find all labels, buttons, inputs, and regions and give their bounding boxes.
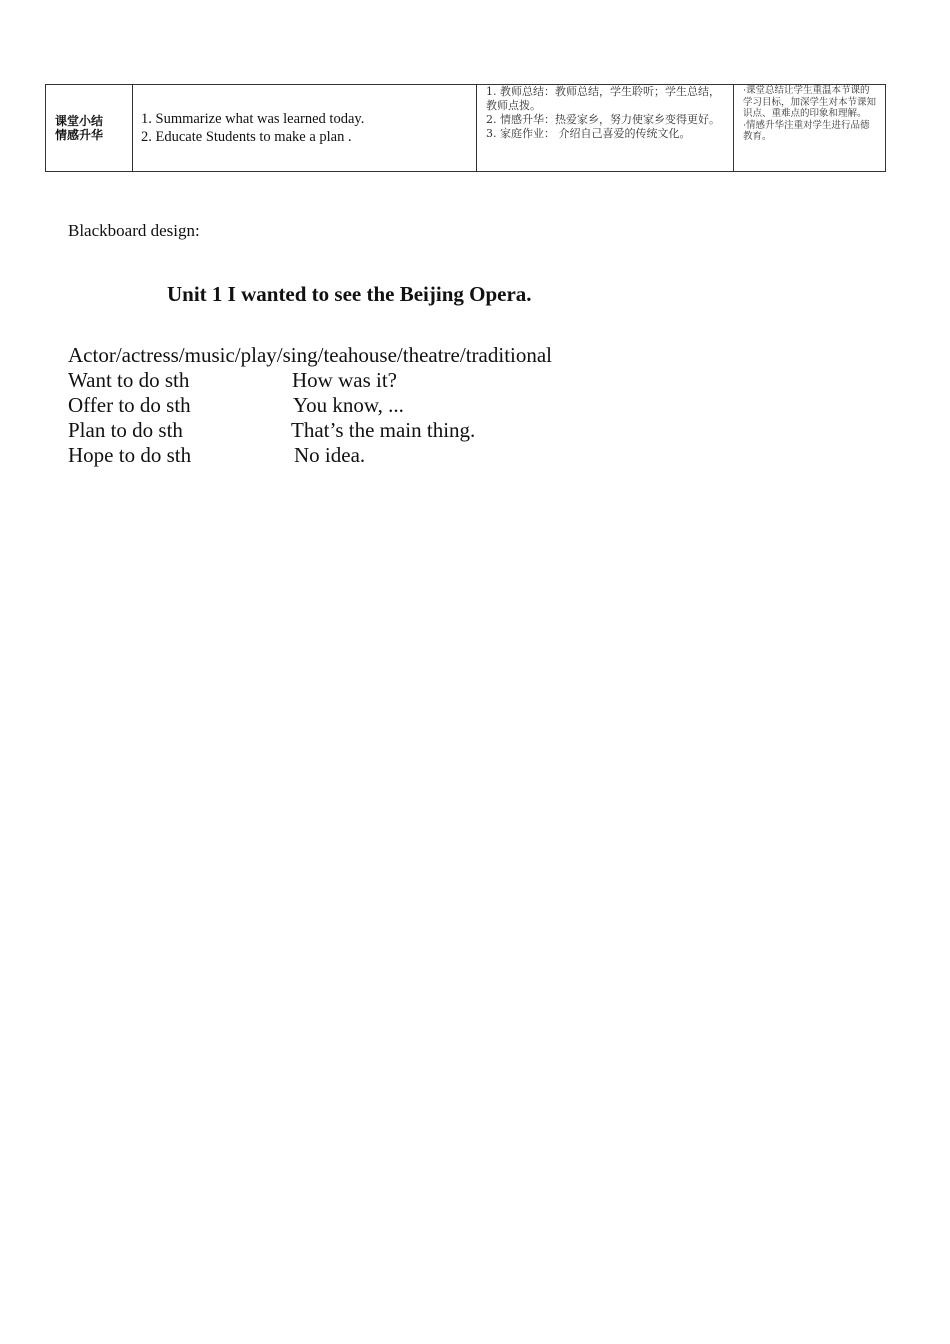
phrase-list — [68, 368, 668, 468]
goal-item: 1. Summarize what was learned today. — [141, 111, 365, 127]
note-item: ·课堂总结让学生重温本节课的学习目标，加深学生对本节课知识点、重难点的印象和理解。 — [743, 85, 877, 119]
phrase-left: Plan to do sth — [68, 418, 183, 442]
table-row — [46, 85, 886, 172]
activity-item: 2. 情感升华：热爱家乡，努力使家乡变得更好。 — [486, 113, 720, 126]
phrase-left: Hope to do sth — [68, 443, 192, 467]
stage-label: 情感升华 — [55, 128, 104, 142]
phrase-left: Want to do sth — [68, 368, 190, 392]
notes-cell — [734, 85, 886, 172]
phrase-right: That’s the main thing. — [291, 418, 476, 442]
activity-item: 1. 教师总结：教师总结，学生聆听；学生总结，教师点拨。 — [486, 85, 720, 112]
note-item: ·情感升华注重对学生进行品德教育。 — [743, 119, 870, 142]
stage-cell — [46, 85, 133, 172]
goals-cell — [133, 85, 477, 172]
phrase-right: How was it? — [292, 368, 397, 392]
phrase-right: You know, ... — [293, 393, 404, 417]
phrase-row — [68, 443, 668, 468]
blackboard-title: Unit 1 I wanted to see the Beijing Opera. — [167, 282, 532, 306]
blackboard-label: Blackboard design: — [68, 221, 200, 240]
phrase-row — [68, 368, 668, 393]
phrase-left: Offer to do sth — [68, 393, 191, 417]
activity-item: 3. 家庭作业： 介绍自己喜爱的传统文化。 — [486, 127, 691, 140]
stage-label: 课堂小结 — [55, 114, 104, 128]
phrase-row — [68, 418, 668, 443]
goal-item: 2. Educate Students to make a plan . — [141, 129, 352, 145]
lesson-summary-table — [45, 84, 886, 172]
activities-cell — [477, 85, 734, 172]
phrase-right: No idea. — [294, 443, 366, 467]
vocabulary-line: Actor/actress/music/play/sing/teahouse/theatre/traditional — [68, 343, 553, 367]
phrase-row — [68, 393, 668, 418]
